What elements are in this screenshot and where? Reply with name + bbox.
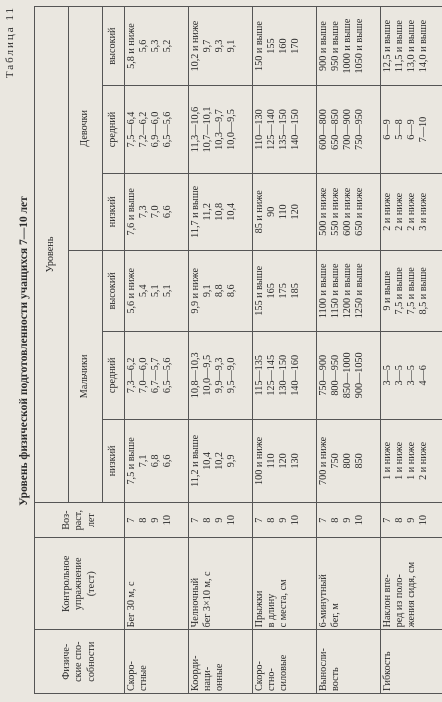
girls-mid-cell: [253, 86, 317, 174]
cell-line: 9: [214, 517, 226, 523]
cell-line: 85 и ниже: [254, 190, 265, 234]
cell-line: 1050 и выше: [354, 18, 366, 74]
cell-line: 7: [382, 517, 393, 523]
cell-line: 140—150: [290, 109, 302, 150]
girls-high-cell: [189, 7, 253, 86]
cell-line: 6,5—5,6: [162, 111, 174, 148]
cell-line: 2 и ниже: [406, 192, 418, 231]
header-line: ские спо-: [73, 641, 85, 682]
cell-line: 110—130: [254, 109, 265, 150]
cell-line: 1250 и выше: [354, 263, 366, 319]
cell-line: 7: [318, 517, 329, 523]
cell-line: 6,8: [150, 454, 162, 468]
table-row: [317, 7, 381, 694]
boys-high-cell: [317, 250, 381, 331]
cell-line: 110: [266, 453, 278, 469]
cell-line: 900 и выше: [318, 21, 329, 71]
cell-line: 130—150: [278, 354, 290, 396]
cell-line: 5,6: [138, 39, 150, 53]
cell-line: 7,5 и выше: [394, 267, 406, 315]
table-title: Уровень физической подготовленности учащихся 7—10 лет: [18, 196, 30, 506]
girls-low-cell: [253, 173, 317, 250]
boys-high-cell: [125, 250, 189, 331]
cell-line: Челночный: [190, 577, 201, 628]
cell-line: 6,9—6,0: [150, 111, 162, 148]
cell-line: 100 и ниже: [254, 436, 265, 485]
cell-line: бег 3×10 м, с: [202, 571, 214, 628]
cell-line: 5,1: [162, 284, 174, 298]
cell-line: 550 и ниже: [330, 187, 342, 236]
cell-line: 6,6: [162, 205, 174, 219]
cell-line: 9,5—9,0: [226, 357, 238, 394]
cell-line: в длину: [266, 593, 278, 628]
cell-line: 9,1: [202, 284, 214, 298]
boys-low-cell: [189, 419, 253, 502]
cell-line: 8: [202, 517, 214, 523]
boys-mid-cell: [317, 331, 381, 419]
cell-line: 135—150: [278, 109, 290, 150]
table-row: [125, 7, 189, 694]
cell-line: 155: [266, 38, 278, 54]
girls-low-cell: [381, 173, 442, 250]
cell-line: 9 и выше: [382, 270, 393, 311]
cell-line: вость: [330, 667, 342, 691]
cell-line: 6—9: [406, 119, 418, 140]
cell-line: 165: [266, 283, 278, 299]
cell-line: 7,0: [150, 205, 162, 219]
cell-line: 150 и выше: [254, 21, 265, 71]
cell-line: 2 и ниже: [394, 192, 406, 231]
cell-line: 9: [342, 517, 354, 523]
cell-line: 9,1: [226, 39, 238, 53]
col-header-girls: Девочки: [69, 7, 103, 251]
cell-line: 7,5 и выше: [126, 437, 137, 485]
cell-line: 10: [354, 515, 366, 526]
cell-line: стно-: [266, 668, 278, 691]
cell-line: 11,2: [202, 203, 214, 221]
cell-line: 9,3: [214, 39, 226, 53]
cell-line: 8,8: [214, 284, 226, 298]
table-number: Таблица 11: [4, 6, 16, 79]
cell-line: 8: [138, 517, 150, 523]
cell-line: 10: [226, 515, 238, 526]
col-header-age: [35, 503, 125, 538]
age-cell: [381, 503, 442, 538]
test-cell: [317, 538, 381, 630]
cell-line: 9,9: [226, 454, 238, 468]
cell-line: 10,4: [226, 202, 238, 221]
boys-mid-cell: [253, 331, 317, 419]
cell-line: 500 и ниже: [318, 187, 329, 236]
cell-line: 700 и ниже: [318, 436, 329, 485]
cell-line: 8: [266, 517, 278, 523]
cell-line: 850: [354, 453, 366, 469]
cell-line: 7,5—6,4: [126, 111, 137, 148]
cell-line: 3 и ниже: [418, 192, 430, 231]
cell-line: 170: [290, 38, 302, 54]
cell-line: 5,3: [150, 39, 162, 53]
cell-line: 8,6: [226, 284, 238, 298]
col-header-ability: [35, 630, 125, 694]
girls-mid-cell: [317, 86, 381, 174]
cell-line: 8,5 и выше: [418, 267, 430, 315]
ability-cell: [317, 630, 381, 694]
cell-line: 3—5: [406, 365, 418, 386]
age-cell: [189, 503, 253, 538]
cell-line: 10: [290, 515, 302, 526]
cell-line: 10,0—9,5: [202, 354, 214, 396]
cell-line: 11,7 и выше: [190, 185, 201, 238]
cell-line: 9,9—9,3: [214, 357, 226, 394]
table-row: [381, 7, 442, 694]
cell-line: 7: [126, 517, 137, 523]
cell-line: 7,0—6,0: [138, 357, 150, 394]
boys-mid-cell: [125, 331, 189, 419]
cell-line: 7: [190, 517, 201, 523]
cell-line: бег, м: [330, 603, 342, 628]
cell-line: 650—850: [330, 109, 342, 150]
cell-line: Бег 30 м, с: [126, 581, 137, 628]
girls-low-cell: [125, 173, 189, 250]
col-header-girls-low: низкий: [103, 173, 125, 250]
cell-line: 10,2: [214, 451, 226, 470]
girls-mid-cell: [381, 86, 442, 174]
cell-line: 3—5: [394, 365, 406, 386]
cell-line: 7,5 и выше: [406, 267, 418, 315]
cell-line: 2 и ниже: [418, 441, 430, 480]
girls-high-cell: [253, 7, 317, 86]
table-body: [125, 7, 442, 694]
cell-line: 10,8: [214, 202, 226, 221]
girls-low-cell: [189, 173, 253, 250]
cell-line: 800—950: [330, 354, 342, 396]
col-header-boys-low: низкий: [103, 419, 125, 502]
cell-line: 7—10: [418, 116, 430, 143]
header-line: лет: [85, 513, 97, 528]
cell-line: с места, см: [278, 579, 290, 628]
test-cell: [189, 538, 253, 630]
header-line: Физиче-: [61, 643, 73, 680]
cell-line: 10,8—10,3: [190, 352, 201, 399]
cell-line: Скоро-: [254, 661, 265, 691]
cell-line: силовые: [278, 654, 290, 691]
cell-line: 11,3—10,6: [190, 106, 201, 153]
cell-line: наци-: [202, 666, 214, 691]
header-line: (тест): [85, 571, 97, 597]
cell-line: 10,4: [202, 451, 214, 470]
cell-line: онные: [214, 663, 226, 691]
cell-line: 6-минутный: [318, 574, 329, 628]
cell-line: 120: [278, 453, 290, 469]
cell-line: 5,6 и ниже: [126, 268, 137, 314]
cell-line: жения сидя, см: [406, 561, 418, 628]
cell-line: 125—145: [266, 354, 278, 396]
cell-line: 9: [406, 517, 418, 523]
girls-mid-cell: [189, 86, 253, 174]
boys-low-cell: [125, 419, 189, 502]
ability-cell: [125, 630, 189, 694]
cell-line: 800: [342, 453, 354, 469]
cell-line: 1 и ниже: [382, 441, 393, 480]
age-cell: [253, 503, 317, 538]
cell-line: 115—135: [254, 355, 265, 396]
col-header-boys-mid: средний: [103, 331, 125, 419]
cell-line: 9,9 и ниже: [190, 268, 201, 314]
ability-cell: [253, 630, 317, 694]
girls-high-cell: [125, 7, 189, 86]
cell-line: 6,5—5,6: [162, 357, 174, 394]
cell-line: 600 и ниже: [342, 187, 354, 236]
cell-line: 130: [290, 453, 302, 469]
ability-cell: [189, 630, 253, 694]
cell-line: 2 и ниже: [382, 192, 393, 231]
cell-line: Скоро-: [126, 661, 137, 691]
col-header-level: Уровень: [35, 7, 69, 503]
cell-line: Выносли-: [318, 648, 329, 691]
header-line: Контрольное: [61, 555, 73, 612]
header-line: собности: [85, 641, 97, 682]
cell-line: 5,8 и ниже: [126, 23, 137, 69]
cell-line: ред из поло-: [394, 574, 406, 628]
cell-line: 5,1: [150, 284, 162, 298]
cell-line: 140—160: [290, 354, 302, 396]
col-header-boys: Мальчики: [69, 250, 103, 502]
cell-line: 125—140: [266, 109, 278, 150]
table-row: [253, 7, 317, 694]
cell-line: 10,3—9,7: [214, 109, 226, 150]
cell-line: 4—6: [418, 365, 430, 386]
cell-line: 185: [290, 283, 302, 299]
cell-line: 7,6 и выше: [126, 188, 137, 236]
cell-line: 750: [330, 453, 342, 469]
test-cell: [253, 538, 317, 630]
cell-line: 10,0—9,5: [226, 109, 238, 150]
cell-line: 9,7: [202, 39, 214, 53]
cell-line: 6,6: [162, 454, 174, 468]
cell-line: Гибкость: [382, 651, 393, 691]
header-line: упражнение: [73, 557, 85, 611]
cell-line: 8: [330, 517, 342, 523]
cell-line: 7,3—6,2: [126, 357, 137, 394]
cell-line: Наклон впе-: [382, 574, 393, 628]
cell-line: 850—1000: [342, 352, 354, 399]
cell-line: 7: [254, 517, 265, 523]
cell-line: 110: [278, 204, 290, 220]
cell-line: 8: [394, 517, 406, 523]
girls-mid-cell: [125, 86, 189, 174]
cell-line: 1150 и выше: [330, 263, 342, 319]
boys-low-cell: [381, 419, 442, 502]
col-header-boys-high: высокий: [103, 250, 125, 331]
cell-line: 1200 и выше: [342, 263, 354, 319]
cell-line: 5,4: [138, 284, 150, 298]
girls-low-cell: [317, 173, 381, 250]
boys-low-cell: [317, 419, 381, 502]
girls-high-cell: [317, 7, 381, 86]
cell-line: 160: [278, 38, 290, 54]
cell-line: 5,2: [162, 39, 174, 53]
fitness-table: [34, 6, 442, 694]
header-line: раст,: [73, 509, 85, 531]
cell-line: 7,1: [138, 454, 150, 468]
cell-line: 6,7—5,7: [150, 357, 162, 394]
cell-line: 7,3: [138, 205, 150, 219]
age-cell: [125, 503, 189, 538]
cell-line: 10: [418, 515, 430, 526]
cell-line: 14,0 и выше: [418, 19, 430, 73]
cell-line: 175: [278, 283, 290, 299]
age-cell: [317, 503, 381, 538]
cell-line: 700—900: [342, 109, 354, 150]
cell-line: 90: [266, 206, 278, 217]
cell-line: 750—900: [318, 354, 329, 396]
col-header-girls-high: высокий: [103, 7, 125, 86]
cell-line: 950 и выше: [330, 21, 342, 71]
cell-line: 10,7—10,1: [202, 106, 214, 153]
cell-line: 10,2 и ниже: [190, 20, 201, 72]
cell-line: 10: [162, 515, 174, 526]
cell-line: 900—1050: [354, 352, 366, 399]
cell-line: 11,2 и выше: [190, 434, 201, 487]
cell-line: 1 и ниже: [394, 441, 406, 480]
boys-high-cell: [381, 250, 442, 331]
girls-high-cell: [381, 7, 442, 86]
boys-low-cell: [253, 419, 317, 502]
cell-line: 650 и ниже: [354, 187, 366, 236]
cell-line: 600—800: [318, 109, 329, 150]
cell-line: стные: [138, 665, 150, 691]
cell-line: 7,2—6,2: [138, 111, 150, 148]
header-line: Воз-: [61, 510, 73, 530]
cell-line: 155 и выше: [254, 265, 265, 316]
cell-line: 12,5 и выше: [382, 19, 393, 73]
boys-high-cell: [253, 250, 317, 331]
boys-mid-cell: [381, 331, 442, 419]
cell-line: 120: [290, 204, 302, 220]
col-header-test: [35, 538, 125, 630]
ability-cell: [381, 630, 442, 694]
cell-line: Прыжки: [254, 590, 265, 628]
cell-line: 9: [278, 517, 290, 523]
cell-line: 1000 и выше: [342, 18, 354, 74]
cell-line: 5—8: [394, 119, 406, 140]
cell-line: 11,5 и выше: [394, 20, 406, 73]
cell-line: 6—9: [382, 119, 393, 140]
cell-line: 750—950: [354, 109, 366, 150]
boys-high-cell: [189, 250, 253, 331]
cell-line: 3—5: [382, 365, 393, 386]
table-row: [189, 7, 253, 694]
test-cell: [381, 538, 442, 630]
cell-line: 1 и ниже: [406, 441, 418, 480]
boys-mid-cell: [189, 331, 253, 419]
test-cell: [125, 538, 189, 630]
cell-line: 9: [150, 517, 162, 523]
cell-line: 13,0 и выше: [406, 19, 418, 73]
col-header-girls-mid: средний: [103, 86, 125, 174]
cell-line: Коорди-: [190, 655, 201, 691]
cell-line: 1100 и выше: [318, 263, 329, 319]
